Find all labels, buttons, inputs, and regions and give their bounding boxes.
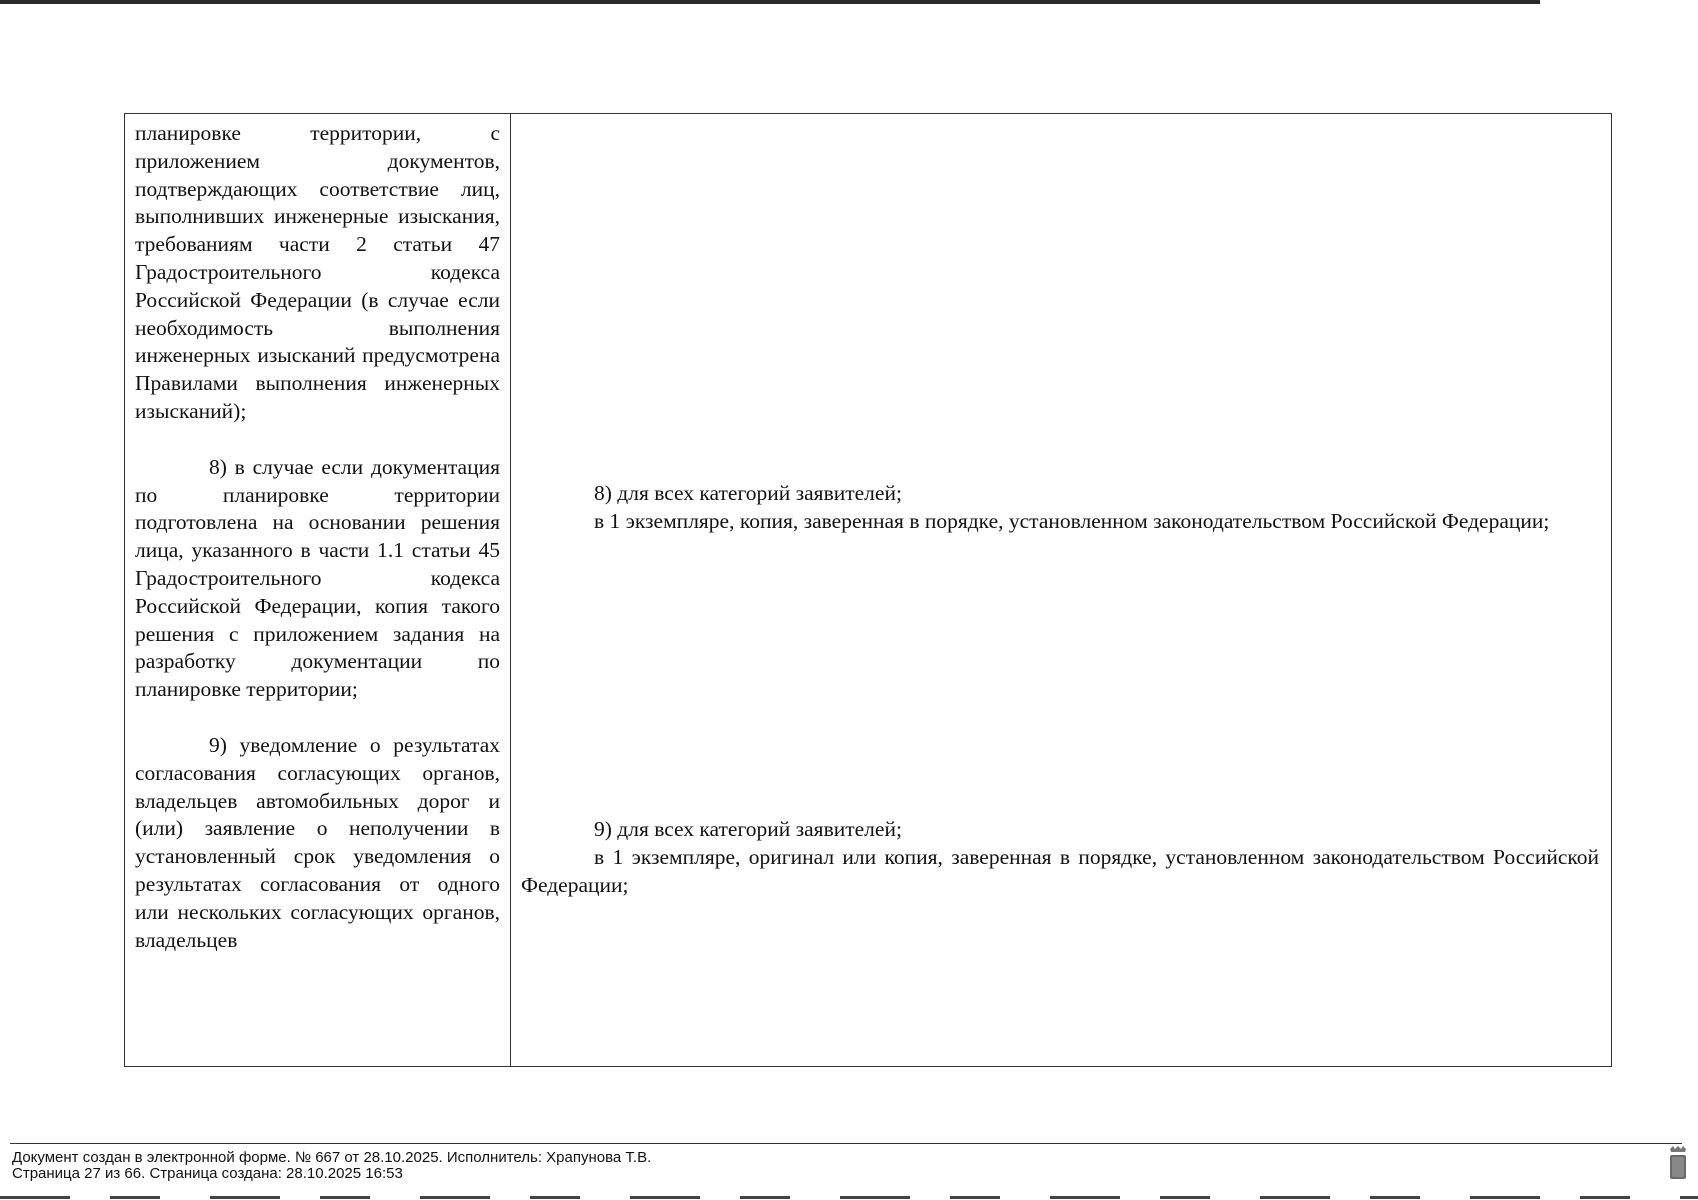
coat-of-arms-icon [1668, 1146, 1688, 1180]
entry-9-copies: в 1 экземпляре, оригинал или копия, заверенная в порядке, установленном законодательством Российской Федерации; [521, 845, 1599, 897]
footer-page-info: Страница 27 из 66. Страница создана: 28.10.2025 16:53 [12, 1165, 403, 1182]
left-cell-text-continuation: планировке территории, с приложением документов, подтверждающих соответствие лиц, выполнивших инженерные изыскания, требованиям части 2 статьи 47 Градостроительного кодекса Российской Федерации (в случае если необходимость выполнения инженерных изысканий предусмотрена Правилами выполнения инженерных изысканий); [135, 121, 500, 423]
entry-8-category: 8) для всех категорий заявителей; [594, 481, 902, 505]
footer-document-info: Документ создан в электронной форме. № 667 от 28.10.2025. Исполнитель: Храпунова Т.В. [12, 1149, 652, 1166]
footer-divider [10, 1143, 1682, 1144]
entry-9-category: 9) для всех категорий заявителей; [594, 817, 902, 841]
left-cell-text-item-9: 9) уведомление о результатах согласования согласующих органов, владельцев автомобильных дорог и (или) заявление о неполучении в установленный срок уведомления о результатах согласования от одного или нескольких согласующих органов, владельцев [135, 732, 500, 952]
table-left-column [125, 114, 511, 1066]
left-cell-text-item-8: 8) в случае если документация по планировке территории подготовлена на основании решения лица, указанного в части 1.1 статьи 45 Градостроительного кодекса Российской Федерации, копия такого решения с приложением задания на разработку документации по планировке территории; [135, 454, 500, 702]
document-footer [12, 1150, 651, 1182]
right-cell-entry-9 [521, 815, 1599, 899]
bottom-scan-edge [0, 1196, 1698, 1199]
entry-8-copies: в 1 экземпляре, копия, заверенная в порядке, установленном законодательством Российской Федерации; [594, 509, 1550, 533]
right-cell-entry-8 [521, 479, 1599, 535]
top-border-rule [0, 0, 1540, 4]
table-right-column [511, 114, 1611, 1066]
document-table [124, 113, 1612, 1067]
